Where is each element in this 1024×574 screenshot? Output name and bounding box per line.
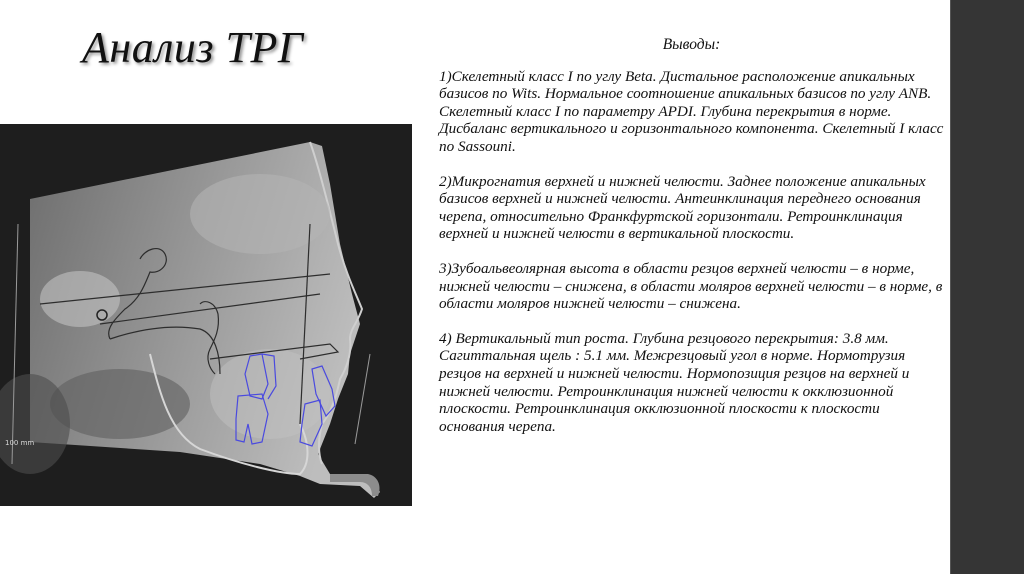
scale-label: 100 mm [5, 439, 35, 447]
conclusions-heading: Выводы: [662, 36, 721, 53]
conclusion-item-3: 3)Зубоальвеолярная высота в области резцов верхней челюсти – в норме, нижней челюсти – снижена, в области моляров верхней челюсти – в норме, в области моляров нижней челюсти – снижена. [439, 259, 943, 313]
slide-title: Анализ ТРГ [82, 23, 304, 72]
conclusion-item-1: 1)Скелетный класс I по углу Beta. Дистальное расположение апикальных базисов по Wits. Нормальное соотношение апикальных базисов по углу ANB. Скелетный класс I по параметру APDI. Глубина перекрытия в норме. Дисбаланс вертикального и горизонтального компонента. Скелетный I класс по Sassouni. [439, 67, 944, 155]
conclusion-item-4: 4) Вертикальный тип роста. Глубина резцового перекрытия: 3.8 мм. Сагиттальная щель : 5.1 мм. Межрезцовый угол в норме. Нормотрузия резцов на верхней и нижней челюсти. Нормопозиция резцов на верхней и нижней челюсти. Ретроинклинация нижней челюсти к окклюзионной плоскости. Ретроинклинация окклюзионной плоскости к плоскости основания черепа. [439, 329, 910, 435]
conclusions-panel [439, 36, 949, 452]
cephalogram-image [0, 124, 412, 506]
side-panel-strip [950, 0, 1024, 574]
conclusion-item-2: 2)Микрогнатия верхней и нижней челюсти. Заднее положение апикальных базисов верхней и нижней челюсти. Антеинклинация переднего основания черепа, относительно Франкфуртской горизонтали. Ретроинклинация верхней и нижней челюсти в вертикальной плоскости. [439, 172, 926, 243]
